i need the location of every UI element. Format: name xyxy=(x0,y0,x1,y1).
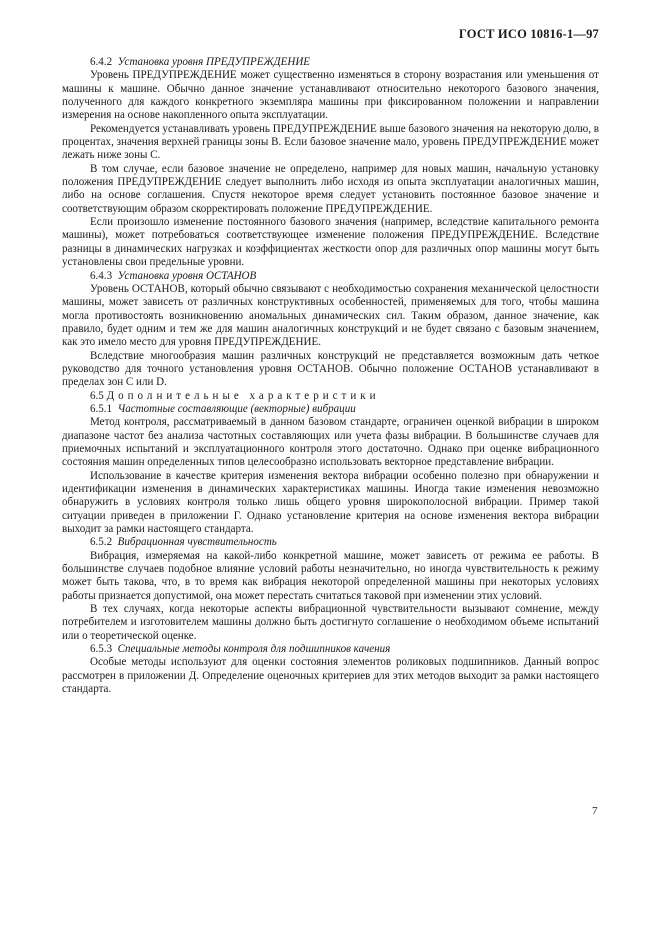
paragraph: Вибрация, измеряемая на какой-либо конкретной машине, может зависеть от режима ее работы. В большинстве случаев подобное влияние условий работы незначительно, но иногда чувствительность к режиму может быть такова, что, в то время как вибрация некоторой определенной машины при некоторых условиях работы признается допустимой, она может перестать считаться таковой при изменении этих условий. xyxy=(62,549,599,602)
page-content xyxy=(62,56,599,697)
paragraph: Метод контроля, рассматриваемый в данном базовом стандарте, ограничен оценкой вибрации в широком диапазоне частот без анализа частотных составляющих или учета фазы вибрации. В большинстве случаев для приемочных испытаний и эксплуатационного контроля этого достаточно. Однако при оценке вибрационного состояния машин определенных типов целесообразно использовать векторное представление вибрации. xyxy=(62,416,599,469)
standard-header: ГОСТ ИСО 10816-1—97 xyxy=(458,27,599,41)
section-heading-6-4-2: 6.4.2 Установка уровня ПРЕДУПРЕЖДЕНИЕ xyxy=(90,56,311,68)
paragraph: Рекомендуется устанавливать уровень ПРЕДУПРЕЖДЕНИЕ выше базового значения на некоторую долю, в процентах, значения верхней границы зоны B. Если базовое значение мало, уровень ПРЕДУПРЕЖДЕНИЕ может лежать ниже зоны C. xyxy=(62,122,599,162)
paragraph: Использование в качестве критерия изменения вектора вибрации особенно полезно при обнаружении и идентификации изменения в динамических характеристиках машины. Иногда такие изменения невозможно обнаружить в условиях контроля только лишь общего уровня широкополосной вибрации. Пример такой ситуации приведен в приложении Г. Однако установление критерия на основе изменения вектора вибрации выходит за рамки настоящего стандарта. xyxy=(62,469,599,536)
paragraph: Если произошло изменение постоянного базового значения (например, вследствие капитального ремонта машины), может потребоваться соответствующее изменение положения ПРЕДУПРЕЖДЕНИЕ. Вследствие разницы в динамических нагрузках и коэффициентах жесткости опор для различных опор машины могут быть установлены свои предельные уровни. xyxy=(62,216,599,269)
section-heading-6-5-3: 6.5.3 Специальные методы контроля для подшипников качения xyxy=(90,643,391,656)
section-heading-6-5: 6.5 Дополнительные характеристики xyxy=(90,389,380,402)
section-heading-6-5-2: 6.5.2 Вибрационная чувствительность xyxy=(90,536,277,549)
page-number: 7 xyxy=(592,805,598,817)
paragraph: Особые методы используют для оценки состояния элементов роликовых подшипников. Данный вопрос рассмотрен в приложении Д. Определение оценочных критериев для этих методов выходит за рамки настоящего стандарта. xyxy=(62,656,599,696)
section-heading-6-5-1: 6.5.1 Частотные составляющие (векторные) вибрации xyxy=(90,402,356,415)
paragraph: Уровень ПРЕДУПРЕЖДЕНИЕ может существенно изменяться в сторону возрастания или уменьшения от машины к машине. Обычно данное значение устанавливают относительно некоторого базового значения, полученного для каждого конкретного экземпляра машины при фиксированном положении и направлении измерения на основе накопленного опыта эксплуатации. xyxy=(62,69,599,122)
paragraph: В тех случаях, когда некоторые аспекты вибрационной чувствительности вызывают сомнение, между потребителем и изготовителем машины должно быть достигнуто соглашение о необходимом объеме испытаний или о теоретической оценке. xyxy=(62,603,599,642)
section-heading-6-4-3: 6.4.3 Установка уровня ОСТАНОВ xyxy=(90,269,257,282)
paragraph: Уровень ОСТАНОВ, который обычно связывают с необходимостью сохранения механической целостности машины, может зависеть от различных конструктивных особенностей, применяемых для того, чтобы машина могла противостоять возникновению аномальных динамических сил. Таким образом, данное значение, как правило, будет одним и тем же для машин аналогичных конструкций и не будет связано с базовым значением, как это имело место для уровня ПРЕДУПРЕЖДЕНИЕ. xyxy=(62,282,599,349)
paragraph: В том случае, если базовое значение не определено, например для новых машин, начальную установку положения ПРЕДУПРЕЖДЕНИЕ следует выполнить либо исходя из опыта эксплуатации аналогичных машин, либо на основе соглашения. Спустя некоторое время следует установить постоянное базовое значение и соответствующим образом скорректировать положение ПРЕДУПРЕЖДЕНИЕ. xyxy=(62,162,599,215)
paragraph: Вследствие многообразия машин различных конструкций не представляется возможным дать четкое руководство для точного установления уровня ОСТАНОВ. Обычно положение ОСТАНОВ устанавливают в пределах зон C или D. xyxy=(62,349,599,389)
